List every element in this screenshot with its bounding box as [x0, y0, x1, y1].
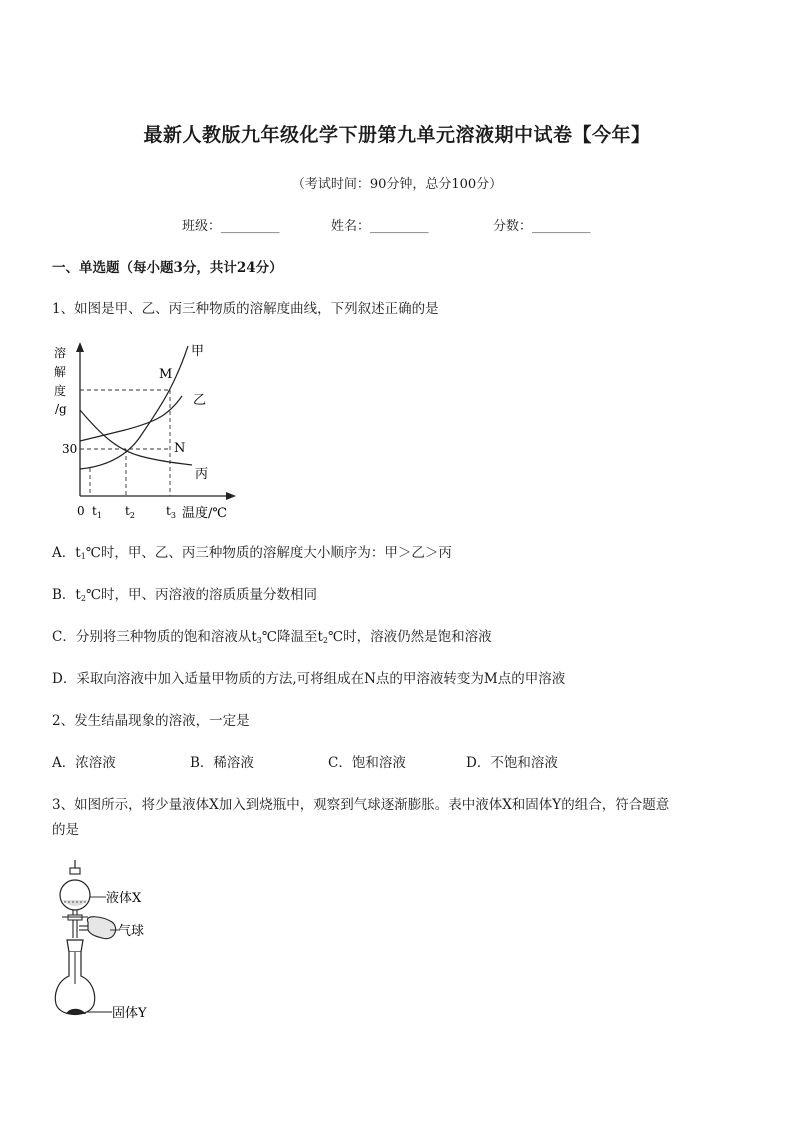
- q2-option-d[interactable]: D．不饱和溶液: [466, 755, 558, 771]
- y-tick-30: 30: [62, 442, 78, 456]
- q1-option-b[interactable]: B．$t_2℃$时，甲、丙溶液的溶质质量分数相同: [52, 587, 318, 603]
- q3-stem-line1: 3、如图所示，将少量液体X加入到烧瓶中，观察到气球逐渐膨胀。表中液体X和固体Y的组合，符合题意: [52, 797, 670, 813]
- apparatus-figure: [50, 858, 170, 1028]
- section-heading: 一、单选题（每小题3分，共计24分）: [52, 260, 283, 276]
- score-field: 分数：_________: [493, 219, 591, 234]
- q1-stem: 1、如图是甲、乙、丙三种物质的溶解度曲线，下列叙述正确的是: [52, 301, 439, 317]
- t2-label: $t_2$: [125, 504, 135, 520]
- solubility-graph: [50, 338, 250, 528]
- q2-option-a[interactable]: A．浓溶液: [52, 755, 116, 771]
- label-bing: 丙: [195, 467, 209, 482]
- label-solid-y: 固体Y: [112, 1006, 147, 1021]
- q2-option-b[interactable]: B．稀溶液: [190, 755, 254, 771]
- y-axis-arrow: [76, 342, 84, 352]
- q1-option-a[interactable]: A．$t_1℃$时，甲、乙、丙三种物质的溶解度大小顺序为：甲＞乙＞丙: [52, 545, 452, 561]
- x-axis-label: 温度/℃: [182, 506, 227, 521]
- ylabel-unit: /g: [55, 402, 67, 416]
- ylabel-2: 解: [54, 365, 67, 379]
- label-yi: 乙: [193, 393, 207, 408]
- origin-label: 0: [77, 504, 85, 518]
- label-balloon: 气球: [118, 924, 145, 939]
- q1-option-c[interactable]: C．分别将三种物质的饱和溶液从$t_3℃$降温至$t_2℃$时，溶液仍然是饱和溶液: [52, 629, 492, 645]
- label-jia: 甲: [191, 344, 205, 359]
- t3-label: $t_3$: [166, 504, 176, 520]
- label-liquid-x: 液体X: [106, 891, 142, 906]
- ylabel-3: 度: [54, 384, 67, 398]
- flask-stopper: [67, 940, 83, 952]
- q3-stem-line2: 的是: [52, 822, 79, 838]
- guide-lines: [80, 390, 170, 496]
- class-field: 班级：_________: [182, 219, 280, 234]
- curve-yi: [80, 396, 182, 441]
- q2-option-c[interactable]: C．饱和溶液: [328, 755, 406, 771]
- funnel-stopper: [70, 868, 80, 874]
- q2-stem: 2、发生结晶现象的溶液，一定是: [52, 713, 250, 729]
- name-field: 姓名：_________: [331, 219, 429, 234]
- page-title: 最新人教版九年级化学下册第九单元溶液期中试卷【今年】: [143, 124, 651, 146]
- exam-info: （考试时间：90分钟，总分100分）: [291, 177, 503, 192]
- balloon: [87, 917, 115, 939]
- point-M-label: M: [159, 367, 173, 382]
- q1-option-d[interactable]: D．采取向溶液中加入适量甲物质的方法,可将组成在N点的甲溶液转变为M点的甲溶液: [52, 671, 566, 687]
- ylabel-1: 溶: [54, 346, 67, 360]
- t1-label: $t_1$: [92, 504, 102, 520]
- x-axis-arrow: [226, 492, 236, 500]
- point-N-label: N: [174, 441, 186, 456]
